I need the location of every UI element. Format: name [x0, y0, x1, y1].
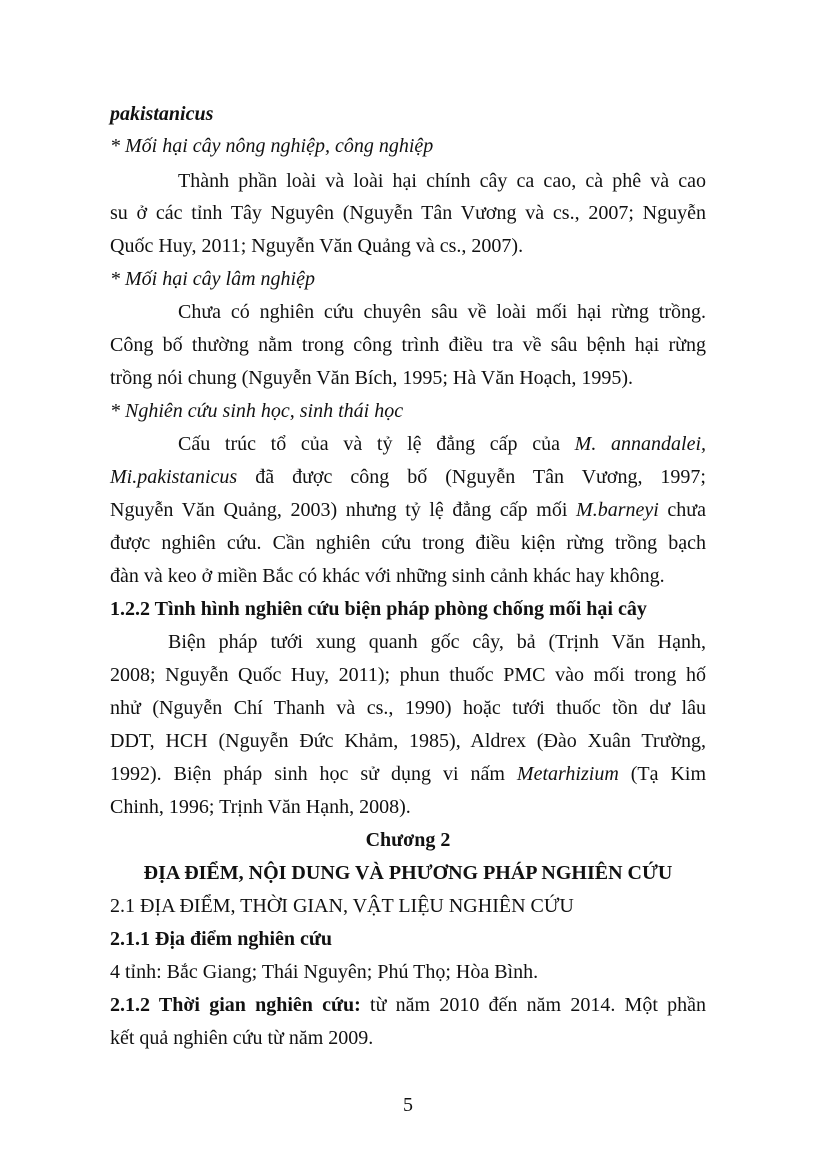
text-run: (Tạ Kim — [630, 763, 707, 785]
species-name: Mi.pakistanicus — [110, 466, 238, 488]
species-name: M.barneyi — [576, 499, 659, 521]
subheading-forestry-termites: * Mối hại cây lâm nghiệp — [110, 268, 315, 290]
subheading-biology-ecology: * Nghiên cứu sinh học, sinh thái học — [110, 400, 404, 422]
paragraph-4-line-3: nhử (Nguyễn Chí Thanh và cs., 1990) hoặc tưới thuốc tồn dư lâu — [110, 697, 706, 719]
paragraph-3-line-3 — [110, 497, 706, 523]
genus-name: Metarhizium — [516, 763, 619, 785]
paragraph-4-line-1: Biện pháp tưới xung quanh gốc cây, bả (Trịnh Văn Hạnh, — [168, 631, 706, 653]
species-name: M. annandalei, — [574, 433, 707, 455]
species-name-continuation: pakistanicus — [110, 103, 214, 125]
text-run: chưa — [667, 499, 707, 521]
section-heading-1-2-2: 1.2.2 Tình hình nghiên cứu biện pháp phòng chống mối hại cây — [110, 598, 647, 620]
paragraph-1-line-1: Thành phần loài và loài hại chính cây ca cao, cà phê và cao — [178, 170, 706, 192]
text-run: từ năm 2010 đến năm 2014. Một phần — [370, 994, 706, 1016]
study-locations: 4 tỉnh: Bắc Giang; Thái Nguyên; Phú Thọ; Hòa Bình. — [110, 961, 539, 983]
chapter-title: ĐỊA ĐIỂM, NỘI DUNG VÀ PHƯƠNG PHÁP NGHIÊN CỨU — [143, 862, 673, 884]
paragraph-4-line-4: DDT, HCH (Nguyễn Đức Khảm, 1985), Aldrex (Đào Xuân Trường, — [110, 730, 706, 752]
paragraph-3-line-1 — [178, 431, 706, 457]
page-number: 5 — [403, 1094, 413, 1116]
section-heading-2-1: 2.1 ĐỊA ĐIỂM, THỜI GIAN, VẬT LIỆU NGHIÊN CỨU — [110, 895, 574, 917]
paragraph-2-line-3: trồng nói chung (Nguyễn Văn Bích, 1995; Hà Văn Hoạch, 1995). — [110, 367, 634, 389]
text-run: Nguyễn Văn Quảng, 2003) nhưng tỷ lệ đẳng cấp mối — [110, 499, 568, 521]
paragraph-4-line-2: 2008; Nguyễn Quốc Huy, 2011); phun thuốc PMC vào mối trong hố — [110, 664, 706, 686]
paragraph-1-line-2: su ở các tỉnh Tây Nguyên (Nguyễn Tân Vương và cs., 2007; Nguyễn — [110, 202, 706, 224]
paragraph-3-line-5: đàn và keo ở miền Bắc có khác với những sinh cảnh khác hay không. — [110, 565, 665, 587]
paragraph-2-line-2: Công bố thường nằm trong công trình điều tra về sâu bệnh hại rừng — [110, 334, 706, 356]
study-time-line-1 — [110, 992, 706, 1018]
paragraph-3-line-4: được nghiên cứu. Cần nghiên cứu trong điều kiện rừng trồng bạch — [110, 532, 706, 554]
study-time-line-2: kết quả nghiên cứu từ năm 2009. — [110, 1027, 374, 1049]
text-run: 1992). Biện pháp sinh học sử dụng vi nấm — [110, 763, 505, 785]
section-heading-2-1-1: 2.1.1 Địa điểm nghiên cứu — [110, 928, 333, 950]
section-heading-2-1-2: 2.1.2 Thời gian nghiên cứu: — [110, 994, 361, 1016]
paragraph-4-line-5 — [110, 761, 706, 787]
paragraph-1-line-3: Quốc Huy, 2011; Nguyễn Văn Quảng và cs., 2007). — [110, 235, 524, 257]
text-run: Cấu trúc tổ của và tỷ lệ đẳng cấp của — [178, 433, 560, 455]
text-run: đã được công bố (Nguyễn Tân Vương, 1997; — [255, 466, 706, 488]
subheading-agricultural-termites: * Mối hại cây nông nghiệp, công nghiệp — [110, 135, 434, 157]
paragraph-4-line-6: Chinh, 1996; Trịnh Văn Hạnh, 2008). — [110, 796, 411, 818]
chapter-number: Chương 2 — [365, 829, 451, 851]
paragraph-2-line-1: Chưa có nghiên cứu chuyên sâu về loài mối hại rừng trồng. — [178, 301, 706, 323]
paragraph-3-line-2 — [110, 464, 706, 490]
